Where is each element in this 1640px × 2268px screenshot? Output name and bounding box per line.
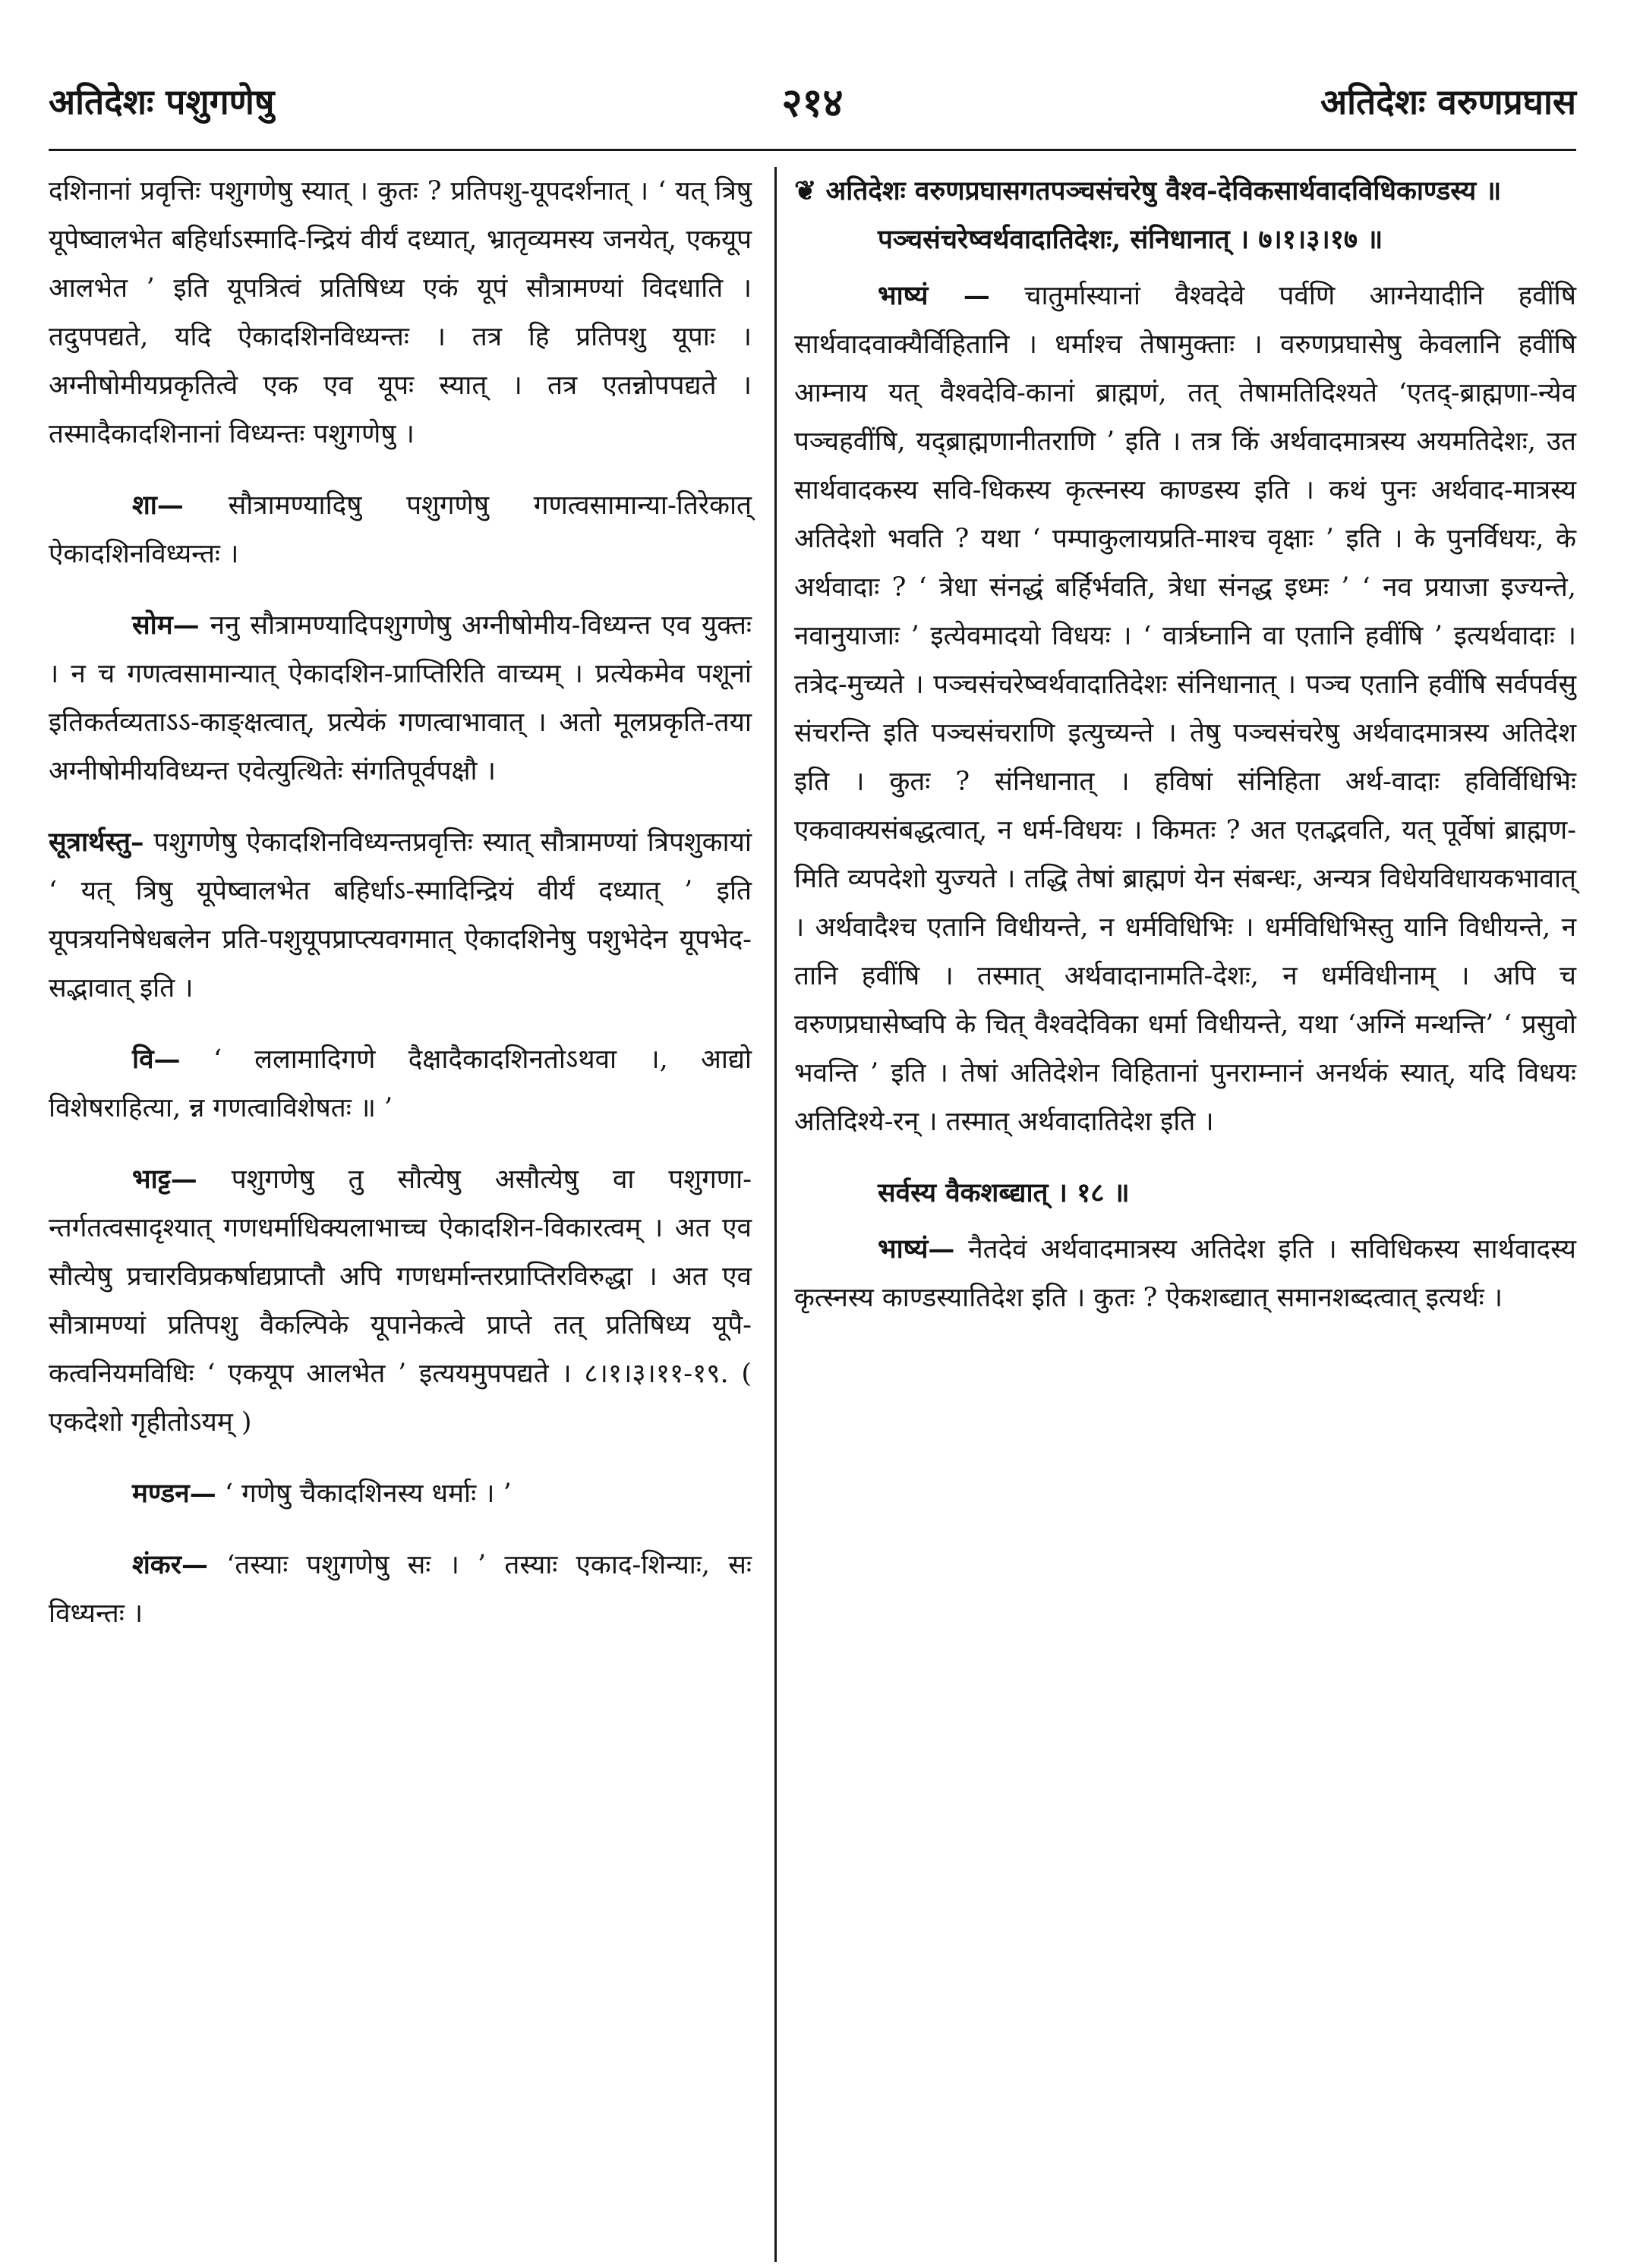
commentary-text: ‘ ललामादिगणे दैक्षादैकादशिनतोऽथवा ।, आद्यो विशेषराहित्या, न्न गणत्वाविशेषतः ॥ ’ bbox=[49, 1044, 752, 1123]
commentary-text: ननु सौत्रामण्यादिपशुगणेषु अग्नीषोमीय-विध्यन्त एव युक्तः । न च गणत्वसामान्यात् ऐकादशिन-प्राप्तिरिति वाच्यम् । प्रत्येकमेव पशूनां इतिकर्तव्यताऽऽ-काङ्क्षत्वात्, प्रत्येकं गणत्वाभावात् । अतो मूलप्रकृति-तया अग्नीषोमीयविध्यन्त एवेत्युत्थितेः संगतिपूर्वपक्षौ । bbox=[49, 610, 752, 786]
sutra-17: पञ्चसंचरेष्वर्थवादातिदेशः, संनिधानात् । ७।१।३।१७ ॥ bbox=[878, 224, 1383, 255]
running-header bbox=[49, 70, 1576, 138]
left-column bbox=[49, 167, 752, 1638]
section-heading: ❦ अतिदेशः वरुणप्रघासगतपञ्चसंचरेषु वैश्व-देविकसार्थवादविधिकाण्डस्य ॥ bbox=[794, 175, 1502, 206]
header-left-title: अतिदेशः पशुगणेषु bbox=[49, 81, 275, 122]
commentary-soma bbox=[49, 601, 752, 795]
bhashya-17 bbox=[794, 272, 1576, 1146]
commentary-text: पशुगणेषु ऐकादशिनविध्यन्तप्रवृत्तिः स्यात् सौत्रामण्यां त्रिपशुकायां ‘ यत् त्रिषु यूपेष्वालभेत बहिर्धाऽ-स्मादिन्द्रियं वीर्यं दध्यात् ’ इति यूपत्रयनिषेधबलेन प्रति-पशुयूपप्राप्त्यवगमात् ऐकादशिनेषु पशुभेदेन यूपभेद-सद्भावात् इति । bbox=[49, 827, 752, 1003]
commentary-label: वि— bbox=[132, 1044, 181, 1075]
right-column bbox=[794, 167, 1576, 1322]
commentary-label: शंकर— bbox=[132, 1549, 208, 1580]
header-divider bbox=[49, 149, 1576, 151]
commentary-label: भाष्यं — bbox=[878, 280, 990, 311]
commentary-label: भाट्ट— bbox=[132, 1164, 197, 1195]
commentary-text: नैतदेवं अर्थवादमात्रस्य अतिदेश इति । सविधिकस्य सार्थवादस्य कृत्स्नस्य काण्डस्यातिदेश इति । कुतः ? ऐकशब्द्यात् समानशब्दत्वात् इत्यर्थः । bbox=[794, 1234, 1576, 1313]
commentary-label: शा— bbox=[132, 490, 184, 521]
paragraph-continuation: दशिनानां प्रवृत्तिः पशुगणेषु स्यात् । कुतः ? प्रतिपशु-यूपदर्शनात् । ‘ यत् त्रिषु यूपेष्वालभेत बहिर्धाऽस्मादि-न्द्रियं वीर्यं दध्यात्, भ्रातृव्यमस्य जनयेत्, एकयूप आलभेत ’ इति यूपत्रित्वं प्रतिषिध्य एकं यूपं सौत्रामण्यां विदधाति । तदुपपद्यते, यदि ऐकादशिनविध्यन्तः । तत्र हि प्रतिपशु यूपाः । अग्नीषोमीयप्रकृतित्वे एक एव यूपः स्यात् । तत्र एतन्नोपपद्यते । तस्मादैकादशिनानां विध्यन्तः पशुगणेषु । bbox=[49, 176, 752, 449]
header-right-title: अतिदेशः वरुणप्रघास bbox=[1320, 81, 1576, 122]
sutra-18: सर्वस्य वैकशब्द्यात् । १८ ॥ bbox=[878, 1177, 1130, 1208]
column-divider bbox=[774, 167, 777, 2262]
commentary-text: पशुगणेषु तु सौत्येषु असौत्येषु वा पशुगणा-न्तर्गतत्वसादृश्यात् गणधर्माधिक्यलाभाच्च ऐकादशिन-विकारत्वम् । अत एव सौत्येषु प्रचारविप्रकर्षाद्यप्राप्तौ अपि गणधर्मान्तरप्राप्तिरविरुद्धा । अत एव सौत्रामण्यां प्रतिपशु वैकल्पिके यूपानेकत्वे प्राप्ते तत् प्रतिषिध्य यूपै-कत्वनियमविधिः ‘ एकयूप आलभेत ’ इत्ययमुपपद्यते । ८।१।३।११-१९. ( एकदेशो गृहीतोऽयम् ) bbox=[49, 1164, 752, 1438]
commentary-text: चातुर्मास्यानां वैश्वदेवे पर्वणि आग्नेयादीनि हवींषि सार्थवादवाक्यैर्विहितानि । धर्माश्च तेषामुक्ताः । वरुणप्रघासेषु केवलानि हवींषि आम्नाय यत् वैश्वदेवि-कानां ब्राह्मणं, तत् तेषामतिदिश्यते ‘एतद्-ब्राह्मणा-न्येव पञ्चहवींषि, यद्ब्राह्मणानीतराणि ’ इति । तत्र किं अर्थवादमात्रस्य अयमतिदेशः, उत सार्थवादकस्य सवि-धिकस्य कृत्स्नस्य काण्डस्य इति । कथं पुनः अर्थवाद-मात्रस्य अतिदेशो भवति ? यथा ‘ पम्पाकुलायप्रति-माश्च वृक्षाः ’ इति । के पुनर्विधयः, के अर्थवादाः ? ‘ त्रेधा संनद्धं बर्हिर्भवति, त्रेधा संनद्ध इध्मः ’ ‘ नव प्रयाजा इज्यन्ते, नवानुयाजाः ’ इत्येवमादयो विधयः । ‘ वार्त्रघ्नानि वा एतानि हवींषि ’ इत्यर्थवादाः । तत्रेद-मुच्यते । पञ्चसंचरेष्वर्थवादातिदेशः संनिधानात् । पञ्च एतानि हवींषि सर्वपर्वसु संचरन्ति इति पञ्चसंचराणि इत्युच्यन्ते । तेषु पञ्चसंचरेषु अर्थवादमात्रस्य अतिदेश इति । कुतः ? संनिधानात् । हविषां संनिहिता अर्थ-वादाः हविर्विधिभिः एकवाक्यसंबद्धत्वात्, न धर्म-विधयः । किमतः ? अत एतद्भवति, यत् पूर्वेषां ब्राह्मण-मिति व्यपदेशो युज्यते । तद्धि तेषां ब्राह्मणं येन संबन्धः, अन्यत्र विधेयविधायकभावात् । अर्थवादैश्च एतानि विधीयन्ते, न धर्मविधिभिः । धर्मविधिभिस्तु यानि विधीयन्ते, न तानि हवींषि । तस्मात् अर्थवादानामति-देशः, न धर्मविधीनाम् । अपि च वरुणप्रघासेष्वपि के चित् वैश्वदेविका धर्मा विधीयन्ते, यथा ‘अग्निं मन्थन्ति’ ‘ प्रसुवो भवन्ति ’ इति । तेषां अतिदेशेन विहितानां पुनराम्नानं अनर्थकं स्यात्, यदि विधयः अतिदिश्ये-रन् । तस्मात् अर्थवादातिदेश इति । bbox=[794, 281, 1576, 1137]
commentary-bhatta bbox=[49, 1155, 752, 1447]
commentary-vi bbox=[49, 1035, 752, 1132]
page-number: २१४ bbox=[781, 80, 844, 126]
commentary-text: सौत्रामण्यादिषु पशुगणेषु गणत्वसामान्या-तिरेकात् ऐकादशिनविध्यन्तः । bbox=[49, 490, 752, 569]
commentary-label: सोम— bbox=[132, 610, 200, 641]
commentary-text: ‘ गणेषु चैकादशिनस्य धर्माः । ’ bbox=[224, 1479, 512, 1509]
commentary-text: ‘तस्याः पशुगणेषु सः । ’ तस्याः एकाद-शिन्याः, सः विध्यन्तः । bbox=[49, 1550, 752, 1629]
commentary-mandana bbox=[49, 1469, 752, 1518]
bhashya-18 bbox=[794, 1225, 1576, 1322]
commentary-shankara bbox=[49, 1541, 752, 1638]
commentary-label: मण्डन— bbox=[132, 1478, 216, 1509]
commentary-label: भाष्यं— bbox=[878, 1233, 955, 1265]
commentary-label: सूत्रार्थस्तु– bbox=[49, 827, 144, 858]
commentary-sha bbox=[49, 481, 752, 578]
sutrartha-paragraph bbox=[49, 818, 752, 1013]
